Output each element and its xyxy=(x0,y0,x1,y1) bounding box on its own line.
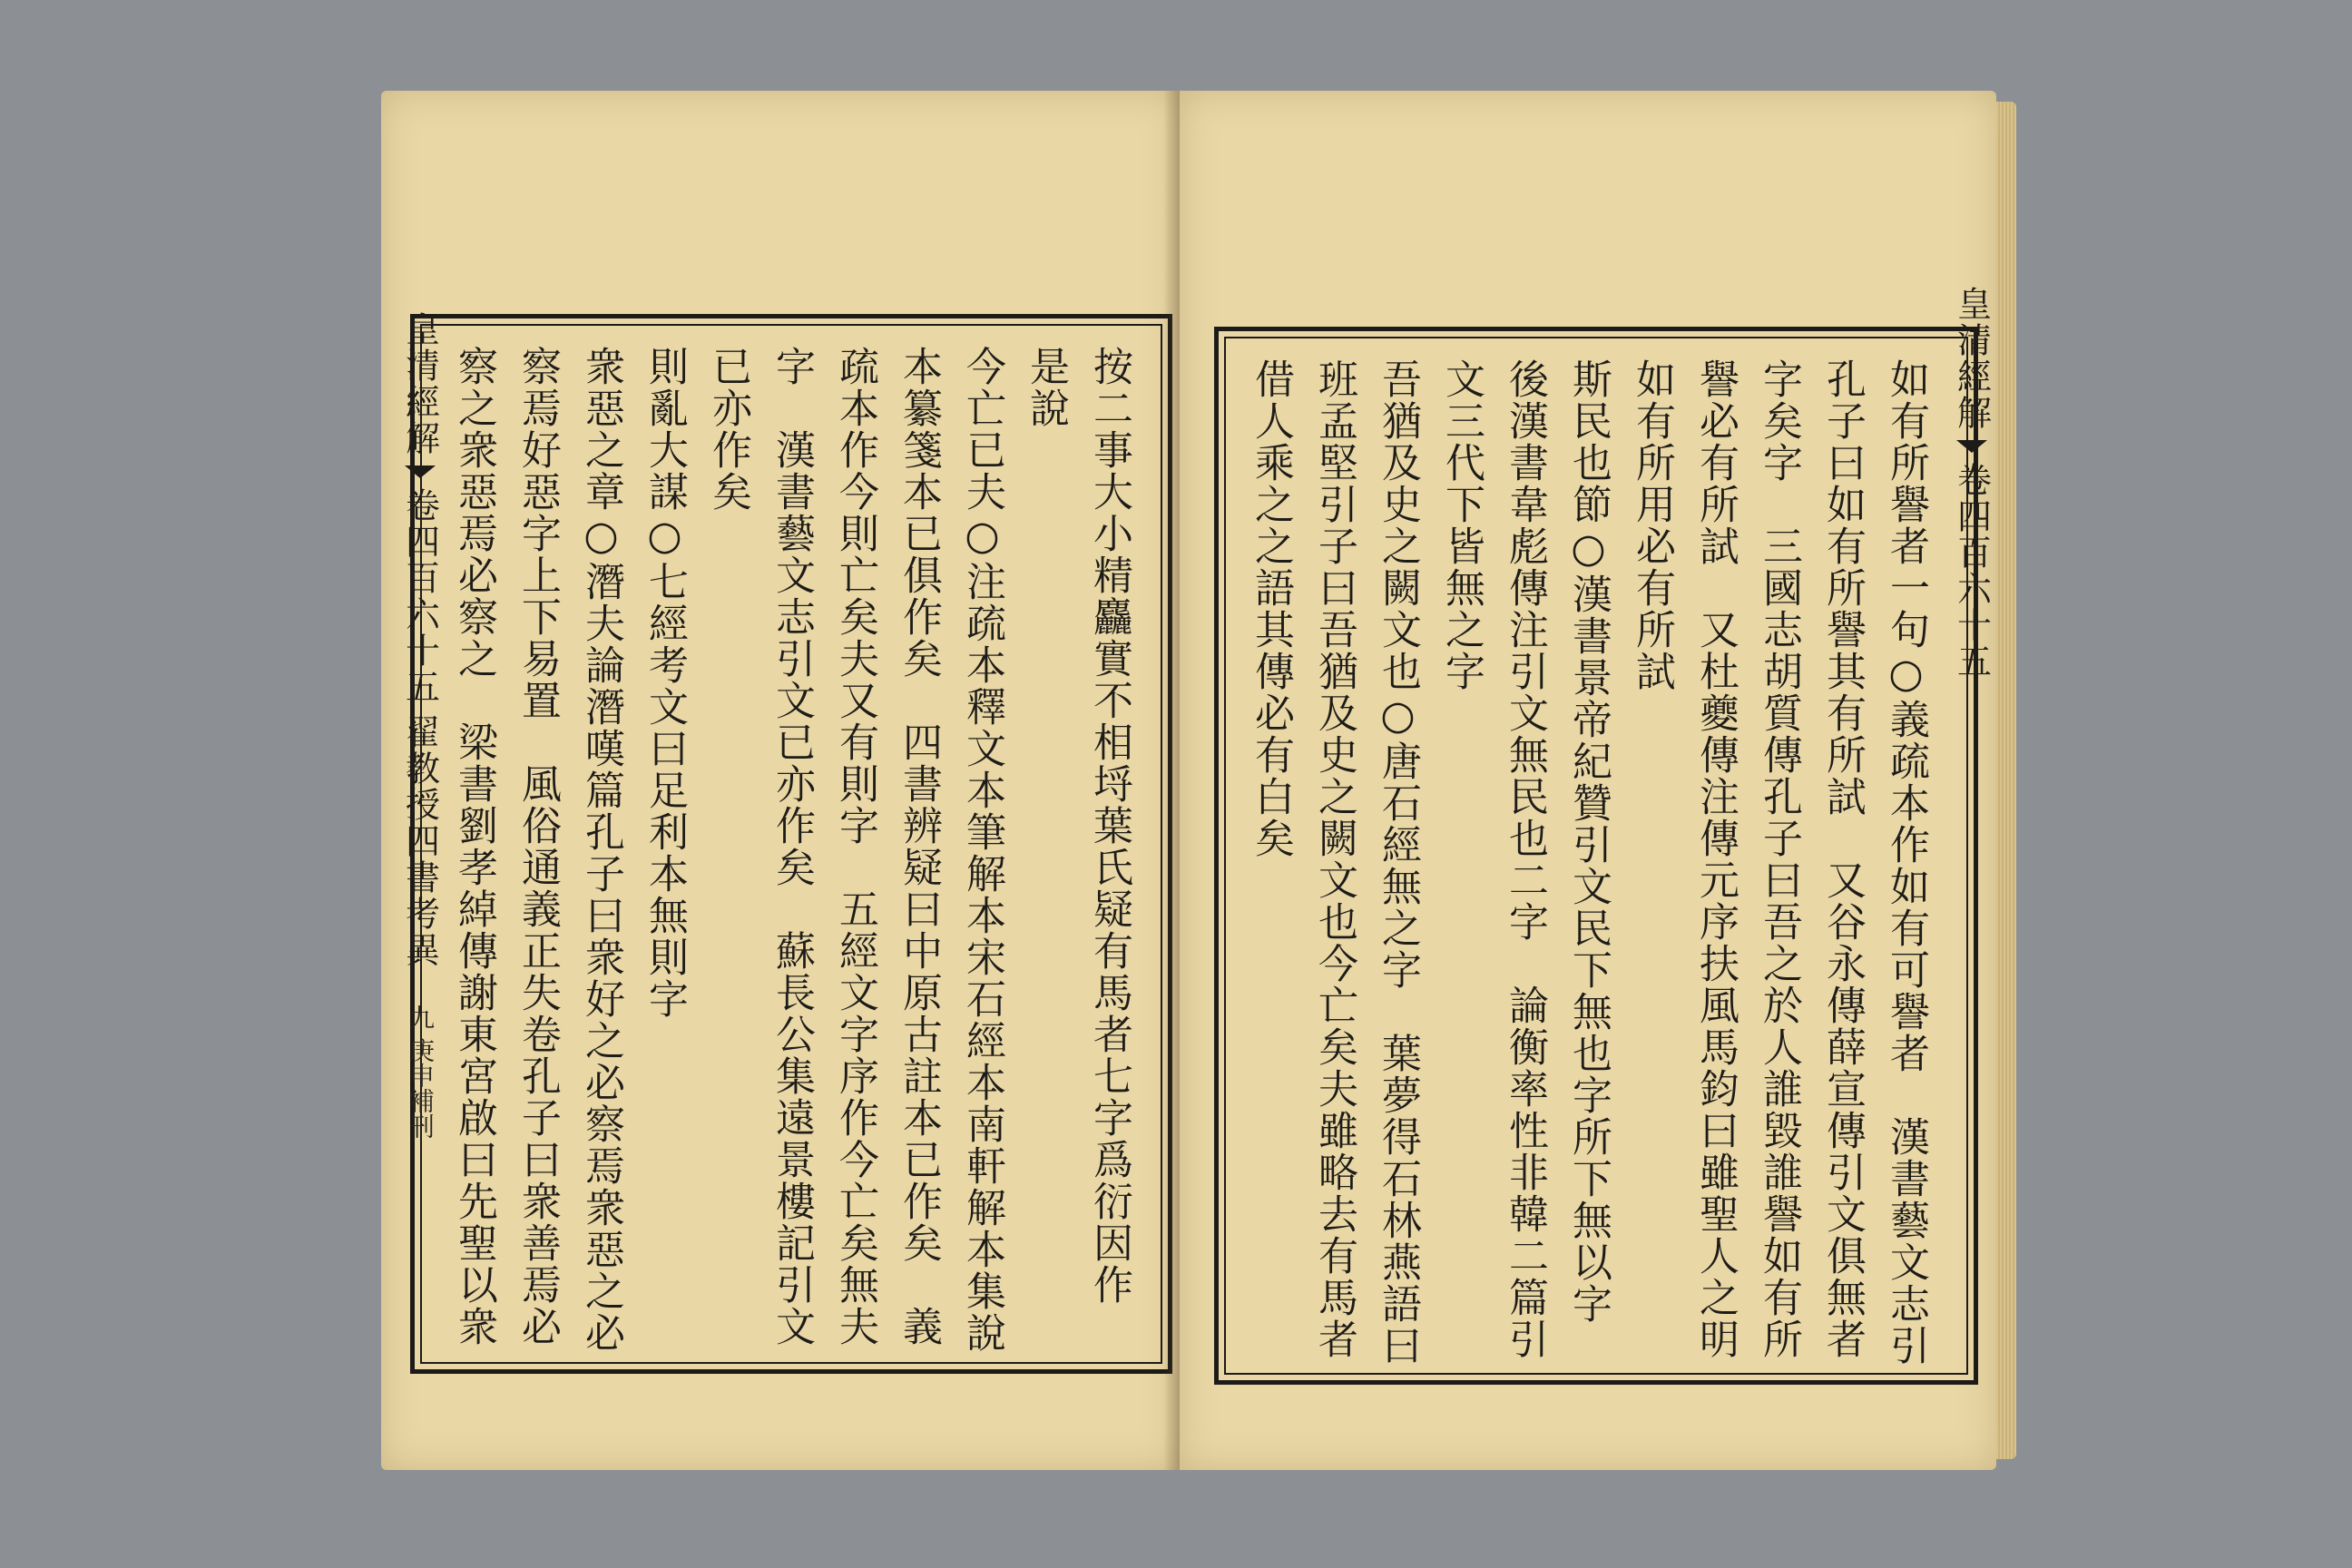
text-column: 衆惡之章○潛夫論潛嘆篇孔子曰衆好之必察焉衆惡之必 xyxy=(578,346,624,1354)
text-column: 文三代下皆無之字 xyxy=(1438,358,1485,692)
fishtail-mark xyxy=(405,466,436,478)
text-column: 字矣字 三國志胡質傳孔子曰吾之於人誰毀誰譽如有所 xyxy=(1756,358,1802,1360)
banxin-reprint-note: 庚申補刊 xyxy=(406,1037,436,1139)
text-column: 孔子曰如有所譽其有所試 又谷永傳薛宣傳引文俱無者 xyxy=(1819,358,1866,1360)
banxin-volume: 卷四百六十五 xyxy=(1951,462,1992,680)
text-column: 譽必有所試 又杜夔傳注傳元序扶風馬鈞曰雖聖人之明 xyxy=(1692,358,1739,1360)
banxin-volume: 卷四百六十五 xyxy=(399,487,440,705)
banxin-work: 翟教授四書考異 xyxy=(399,714,440,968)
text-column: 今亡已夫○注疏本釋文本筆解本宋石經本南軒解本集說 xyxy=(959,346,1005,1354)
right-page-text xyxy=(1239,358,1937,1367)
text-column: 斯民也節○漢書景帝紀贊引文民下無也字所下無以字 xyxy=(1565,358,1612,1325)
text-column: 如有所用必有所試 xyxy=(1629,358,1675,692)
left-banxin xyxy=(391,311,449,1373)
text-column: 借人乘之之語其傳必有白矣 xyxy=(1248,358,1294,859)
text-column: 字 漢書藝文志引文已亦作矣 蘇長公集遠景樓記引文 xyxy=(769,346,815,1348)
text-column: 察焉好惡字上下易置 風俗通義正失卷孔子曰衆善焉必 xyxy=(514,346,561,1348)
text-column: 則亂大謀○七經考文曰足利本無則字 xyxy=(642,346,688,1020)
text-column: 疏本作今則亡矣夫又有則字 五經文字序作今亡矣無夫 xyxy=(832,346,878,1348)
left-page-frame xyxy=(399,311,1172,1374)
left-page xyxy=(381,91,1180,1470)
text-column: 後漢書韋彪傳注引文無民也二字 論衡率性非韓二篇引 xyxy=(1502,358,1548,1360)
open-book xyxy=(381,91,1996,1470)
text-column: 本纂箋本已俱作矣 四書辨疑曰中原古註本已作矣 義 xyxy=(896,346,942,1348)
right-page xyxy=(1180,91,1996,1470)
text-column: 察之衆惡焉必察之 梁書劉孝綽傳謝東宮啟曰先聖以衆 xyxy=(451,346,497,1348)
text-column: 是說 xyxy=(1023,346,1069,429)
left-page-text xyxy=(442,346,1141,1354)
text-column: 按二事大小精麤實不相埒葉氏疑有馬者七字爲衍因作 xyxy=(1086,346,1132,1306)
text-column: 如有所譽者一句○義疏本作如有可譽者 漢書藝文志引 xyxy=(1883,358,1929,1367)
right-page-frame xyxy=(1214,286,1992,1385)
text-column: 已亦作矣 xyxy=(705,346,751,513)
fishtail-mark xyxy=(1956,440,1987,453)
text-column: 吾猶及史之闕文也○唐石經無之字 葉夢得石林燕語曰 xyxy=(1375,358,1421,1367)
banxin-page-number: 九 xyxy=(406,1004,436,1030)
banxin-title: 皇清經解 xyxy=(399,311,440,456)
banxin-title: 皇清經解 xyxy=(1951,286,1992,431)
text-column: 班孟堅引子曰吾猶及史之闕文也今亡矣夫雖略去有馬者 xyxy=(1311,358,1357,1360)
right-banxin xyxy=(1943,286,2001,740)
